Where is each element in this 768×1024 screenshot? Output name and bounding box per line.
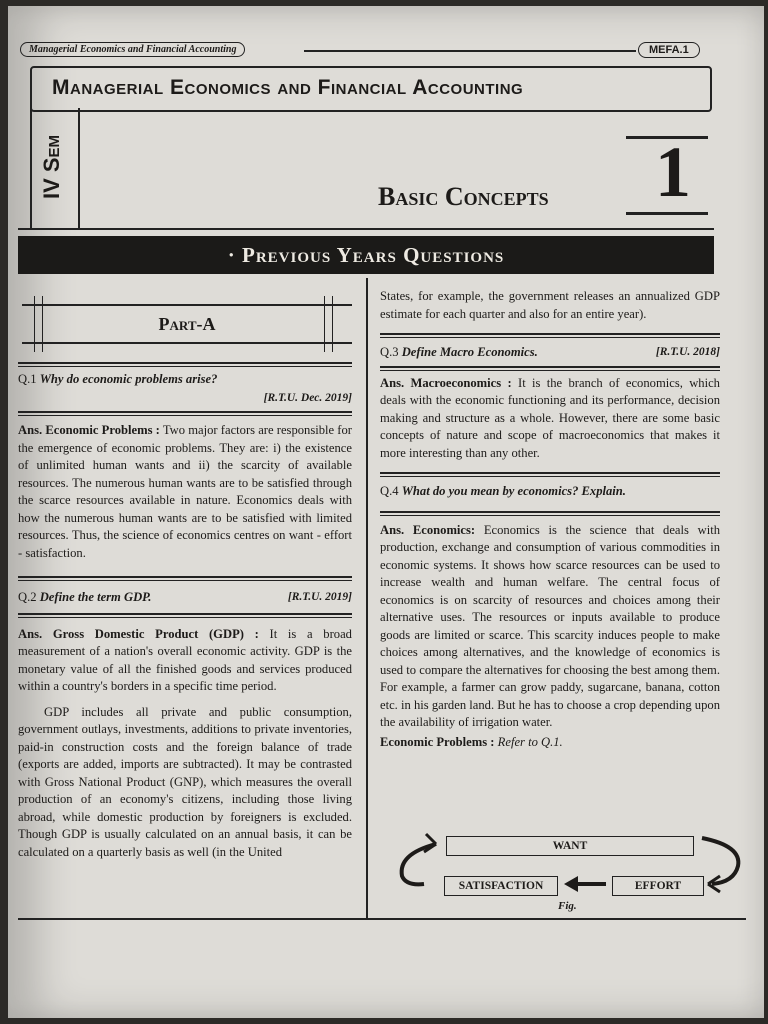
want-effort-satisfaction-figure bbox=[388, 824, 748, 916]
q4-text: What do you mean by economics? Explain. bbox=[401, 484, 626, 498]
q1-answer-text: Two major factors are responsible for the emergence of economic problems. They are: i) the existence of unlimited human wants and ii) the scarcity of available resources. The numerous human wants are to be satisfied through the scarce resources available in nature. Economics deals with how the numerous human wants are to be satisfied with limited resources. Thus, the science of economics centres on want - effort - satisfaction. bbox=[18, 423, 352, 560]
q2-answer bbox=[18, 626, 352, 696]
left-column bbox=[18, 362, 352, 861]
figure-caption: Fig. bbox=[558, 900, 577, 912]
question-rule bbox=[18, 613, 352, 618]
arrow-satisfaction-to-want bbox=[402, 844, 436, 884]
question-rule bbox=[18, 576, 352, 581]
q2-continued: States, for example, the government releases an annualized GDP estimate for each quarter and also for an entire year). bbox=[380, 289, 720, 321]
question-rule bbox=[380, 472, 720, 477]
question-2 bbox=[18, 589, 352, 607]
part-a-box bbox=[22, 304, 352, 344]
subject-title-box bbox=[30, 66, 712, 112]
chapter-rule-bottom bbox=[626, 212, 708, 215]
running-head-rule bbox=[304, 50, 636, 52]
arrowhead bbox=[564, 876, 578, 892]
question-rule bbox=[18, 411, 352, 416]
q2-tag: [R.T.U. 2019] bbox=[287, 591, 352, 603]
arrowhead bbox=[424, 834, 436, 852]
semester-label: IV Sem bbox=[39, 134, 64, 200]
q2-answer-text: It is a broad measurement of a nation's overall economic activity. GDP is the monetary value of all the finished goods and services produced within a country's borders in a specific time period. bbox=[18, 626, 352, 693]
q3-text: Define Macro Economics. bbox=[401, 345, 538, 359]
q3-tag: [R.T.U. 2018] bbox=[655, 346, 720, 358]
q4-answer bbox=[380, 522, 720, 732]
q1-answer bbox=[18, 422, 352, 562]
subject-title: Managerial Economics and Financial Accounting bbox=[52, 76, 524, 99]
q4-number: Q.4 bbox=[380, 484, 399, 498]
question-4 bbox=[380, 483, 720, 501]
part-a-label: Part-A bbox=[158, 314, 216, 334]
header-divider bbox=[18, 228, 714, 230]
q2-number: Q.2 bbox=[18, 590, 37, 604]
question-rule bbox=[18, 362, 352, 367]
q2-answer-lead: Ans. Gross Domestic Product (GDP) : bbox=[18, 626, 259, 641]
q3-answer-text: It is the branch of economics, which deals with the economic functioning and its performance, decision making and structure as a whole. However, there are some basic concepts of nature and scope of macroeconomics that makes it more interesting than any other. bbox=[380, 375, 720, 460]
satisfaction-box: SATISFACTION bbox=[444, 876, 558, 896]
q1-answer-lead: Ans. Economic Problems : bbox=[18, 423, 160, 437]
q1-text: Why do economic problems arise? bbox=[39, 372, 218, 386]
want-box: WANT bbox=[446, 836, 694, 856]
effort-box: EFFORT bbox=[612, 876, 704, 896]
question-1 bbox=[18, 371, 352, 407]
section-banner: · Previous Years Questions bbox=[18, 236, 714, 274]
question-rule bbox=[380, 366, 720, 371]
q4-reference-text: Refer to Q.1. bbox=[497, 734, 563, 749]
question-rule bbox=[380, 333, 720, 338]
q4-answer-lead: Ans. Economics: bbox=[380, 522, 476, 537]
q4-answer-text: Economics is the science that deals with production, exchange and consumption of various commodities in economic systems. It shows how scarce resources can be used to increase wealth and human welfare. The central focus of economics is on scarcity of resources and choices among their alternative uses. The resources or inputs available to produce goods are limited or scarce. This scarcity induces people to make choices among alternatives, and the knowledge of economics is used to compare the alternatives for choosing the best among them. For example, a farmer can grow paddy, sugarcane, banana, cotton etc. in his garden land. But he has to choose a crop depending upon the availability of irrigation water. bbox=[380, 522, 720, 729]
semester-bar bbox=[30, 108, 80, 228]
q3-answer bbox=[380, 375, 720, 463]
chapter-title: Basic Concepts bbox=[378, 182, 549, 211]
running-head-code: MEFA.1 bbox=[638, 42, 700, 58]
question-rule bbox=[380, 511, 720, 516]
column-divider bbox=[366, 278, 368, 918]
q3-answer-lead: Ans. Macroeconomics : bbox=[380, 375, 512, 390]
question-3 bbox=[380, 344, 720, 362]
q1-number: Q.1 bbox=[18, 372, 37, 386]
q3-number: Q.3 bbox=[380, 345, 399, 359]
page-bottom-rule bbox=[18, 918, 746, 920]
q4-reference-lead: Economic Problems : bbox=[380, 734, 495, 749]
right-column bbox=[380, 288, 720, 751]
running-head-subject: Managerial Economics and Financial Accounting bbox=[20, 42, 245, 57]
q1-tag: [R.T.U. Dec. 2019] bbox=[263, 391, 352, 404]
q2-paragraph-2: GDP includes all private and public consumption, government outlays, investments, additions to private inventories, paid-in construction costs and the foreign balance of trade (exports are added, imports are subtracted). It may be contrasted with Gross National Product (GNP), which measures the overall production of an economy's citizens, including those living abroad, while domestic production by foreigners is excluded. Though GDP is usually calculated on an annual basis, it can be calculated on a quarterly basis as well (in the United bbox=[18, 704, 352, 859]
textbook-page bbox=[8, 6, 764, 1018]
q2-text: Define the term GDP. bbox=[39, 590, 152, 604]
q4-reference bbox=[380, 734, 720, 752]
chapter-number: 1 bbox=[655, 132, 691, 212]
